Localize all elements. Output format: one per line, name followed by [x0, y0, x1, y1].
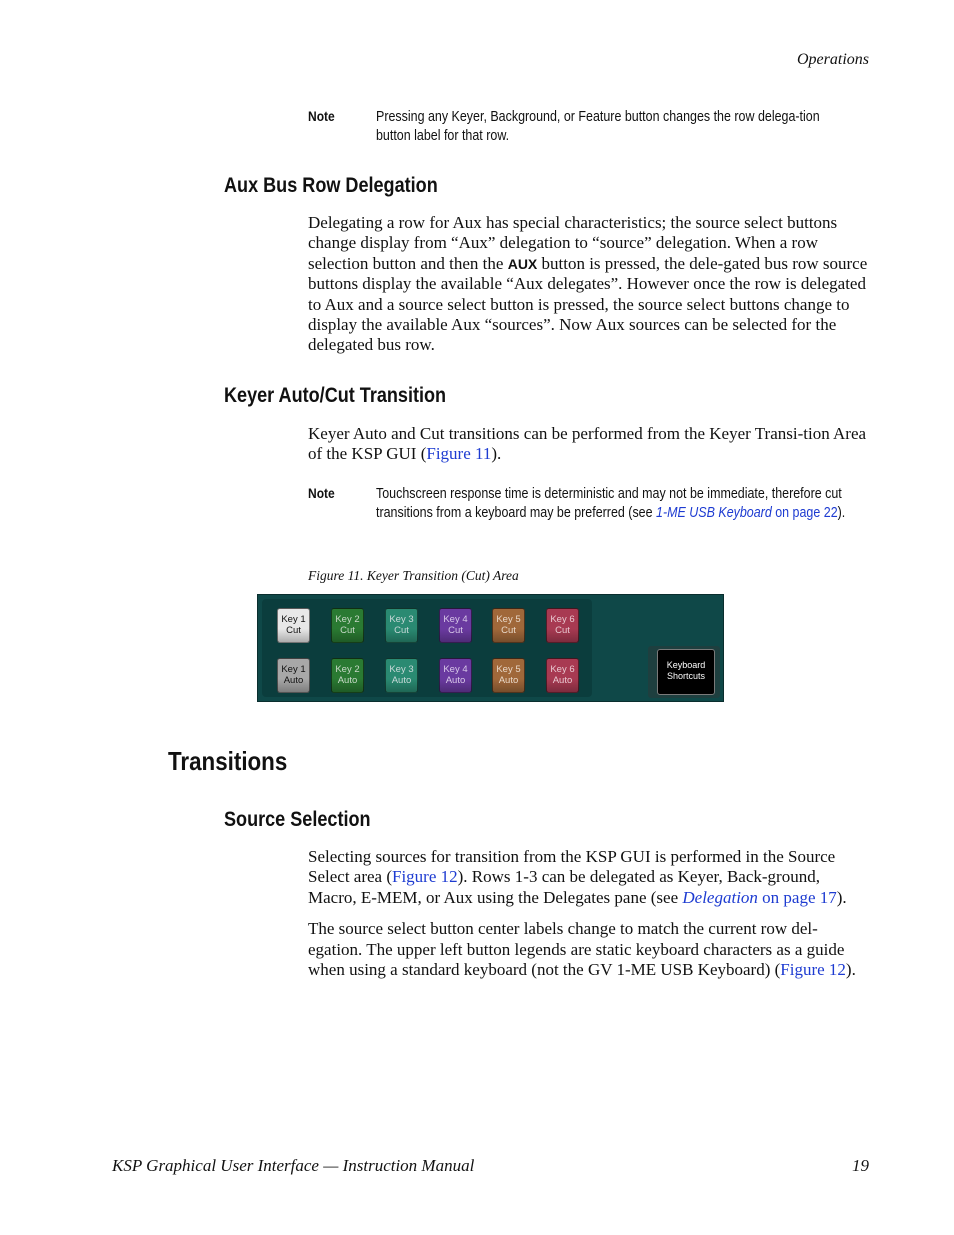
- key-5-auto-button[interactable]: [492, 658, 525, 693]
- note-text: Pressing any Keyer, Background, or Feature button changes the row delega-tion button label for that row.: [376, 109, 820, 144]
- key-button-line1: Key 5: [496, 664, 521, 675]
- figure-12-link-2[interactable]: Figure 12: [780, 960, 846, 980]
- note2-text-2: ).: [837, 505, 846, 521]
- aux-text-1: Delegating a row for Aux has special characteristics; the source select buttons change display from “Aux” delegation to “source” delegation. When a row selection button and then the: [308, 213, 838, 273]
- source-paragraphs: [308, 847, 872, 980]
- source-text-2: ). Rows 1-3 can be delegated as Keyer, Back-ground, Macro, E-MEM, or Aux using the Delegates pane (see: [308, 867, 820, 907]
- key-4-auto-button[interactable]: [439, 658, 472, 693]
- source-text-1: Selecting sources for transition from the KSP GUI is performed in the Source Select area (: [308, 847, 836, 887]
- key-button-line1: Key 4: [443, 664, 468, 675]
- source-text-3: ).: [836, 887, 847, 907]
- key-5-cut-button[interactable]: [492, 608, 525, 643]
- footer-title: KSP Graphical User Interface — Instruction Manual: [112, 1156, 475, 1175]
- section-heading-keyer: Keyer Auto/Cut Transition: [224, 384, 447, 407]
- key-button-line2: Auto: [391, 675, 412, 686]
- keyer-paragraph: [308, 424, 872, 465]
- source-text-5: ).: [845, 960, 856, 980]
- key-button-line1: Key 2: [335, 614, 360, 625]
- key-button-line1: Key 6: [550, 664, 575, 675]
- aux-paragraph: [308, 213, 872, 356]
- key-6-cut-button[interactable]: [546, 608, 579, 643]
- key-button-line2: Auto: [552, 675, 573, 686]
- key-button-line2: Auto: [283, 675, 304, 686]
- key-1-auto-button[interactable]: [277, 658, 310, 693]
- section-heading-aux: Aux Bus Row Delegation: [224, 174, 438, 197]
- usb-keyboard-link[interactable]: [656, 505, 838, 521]
- figure-12-link[interactable]: Figure 12: [392, 867, 458, 887]
- key-button-line2: Cut: [394, 625, 409, 636]
- key-button-line2: Cut: [448, 625, 463, 636]
- key-2-auto-button[interactable]: [331, 658, 364, 693]
- key-3-cut-button[interactable]: [385, 608, 418, 643]
- running-header: Operations: [797, 51, 869, 68]
- key-button-line1: Key 2: [335, 664, 360, 675]
- note-label: Note: [308, 108, 335, 124]
- note2-text-1: Touchscreen response time is deterministic and may not be immediate, therefore cut transitions from a keyboard may be preferred (see: [376, 486, 842, 521]
- figure-11-link[interactable]: Figure 11: [426, 444, 492, 464]
- key-button-line1: Key 6: [550, 614, 575, 625]
- delegation-link[interactable]: [682, 888, 836, 907]
- keyboard-shortcuts-button[interactable]: [657, 649, 715, 695]
- source-text-4: The source select button center labels change to match the current row del-egation. The upper left button legends are static keyboard characters as a guide when using a standard keyboard (not the GV 1-ME USB Keyboard) (: [308, 919, 845, 980]
- key-2-cut-button[interactable]: [331, 608, 364, 643]
- shortcut-line1: Keyboard: [666, 660, 706, 670]
- key-button-line1: Key 5: [496, 614, 521, 625]
- delegation-link-page: on page 17: [757, 887, 837, 907]
- usb-keyboard-link-page: on page 22: [771, 505, 838, 521]
- chapter-heading-transitions: Transitions: [168, 746, 288, 776]
- key-button-line1: Key 1: [281, 614, 306, 625]
- key-button-line2: Cut: [501, 625, 516, 636]
- key-button-line1: Key 1: [281, 664, 306, 675]
- key-button-line1: Key 3: [389, 664, 414, 675]
- keyer-button-group: [262, 599, 592, 697]
- page-number: 19: [852, 1156, 869, 1175]
- note-label-2: Note: [308, 485, 335, 501]
- key-4-cut-button[interactable]: [439, 608, 472, 643]
- key-button-line1: Key 3: [389, 614, 414, 625]
- key-button-line2: Cut: [286, 625, 301, 636]
- delegation-link-title: Delegation: [682, 887, 758, 907]
- key-button-line2: Auto: [337, 675, 358, 686]
- key-button-line2: Auto: [498, 675, 519, 686]
- aux-text-2: button is pressed, the dele-gated bus row source buttons display the available “Aux delegates”. However once the row is delegated to Aux and a source select button is pressed, the source select buttons change to display the available Aux “sources”. Now Aux sources can be selected for the delegated bus row.: [308, 253, 868, 355]
- keyer-text-1: Keyer Auto and Cut transitions can be performed from the Keyer Transi-tion Area of the KSP GUI (: [308, 424, 867, 464]
- key-button-line1: Key 4: [443, 614, 468, 625]
- figure-caption: Figure 11. Keyer Transition (Cut) Area: [308, 568, 519, 583]
- key-6-auto-button[interactable]: [546, 658, 579, 693]
- key-1-cut-button[interactable]: [277, 608, 310, 643]
- aux-button-label: AUX: [507, 255, 538, 272]
- key-3-auto-button[interactable]: [385, 658, 418, 693]
- shortcut-line2: Shortcuts: [666, 671, 706, 681]
- usb-keyboard-link-title: 1-ME USB Keyboard: [656, 505, 772, 521]
- note-text-2: [376, 485, 847, 523]
- key-button-line2: Cut: [555, 625, 570, 636]
- keyer-text-2: ).: [491, 444, 502, 464]
- key-button-line2: Cut: [340, 625, 355, 636]
- key-button-line2: Auto: [445, 675, 466, 686]
- section-heading-source: Source Selection: [224, 808, 371, 831]
